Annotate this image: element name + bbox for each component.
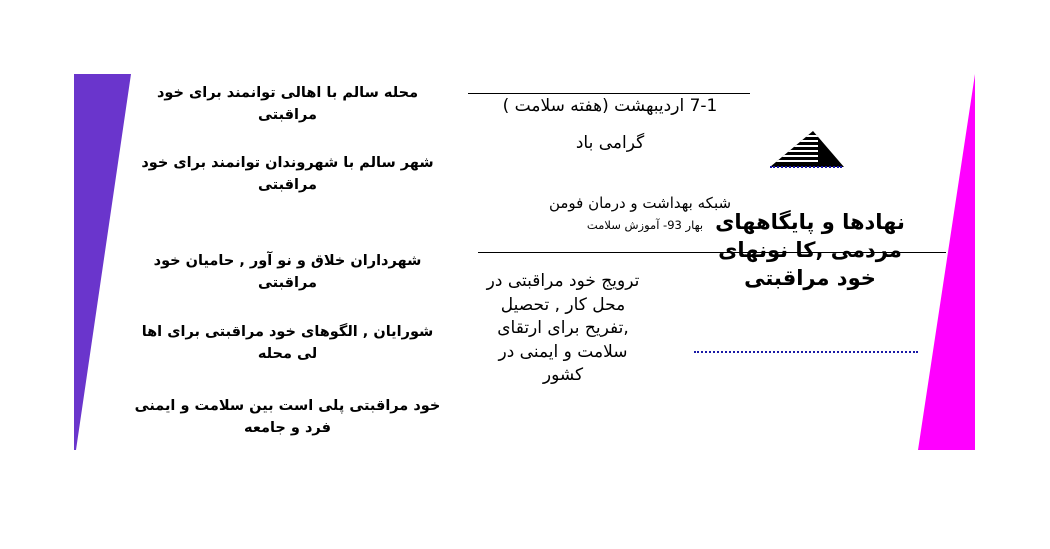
subtitle-text: بهار 93- آموزش سلامت (586, 218, 704, 232)
right-magenta-band (918, 74, 978, 452)
left-item-1: محله سالم با اهالی توانمند برای خود مراقبتی (156, 85, 419, 123)
organization-text: شبکه بهداشت و درمان فومن (548, 194, 732, 212)
right-title: نهادها و پایگاههای مردمی ,کا نونهای خود مراقبتی (715, 210, 905, 290)
top-divider (468, 93, 750, 94)
center-text: ترویج خود مراقبتی در محل کار , تحصیل ,تفریح برای ارتقای سلامت و ایمنی در کشور (486, 271, 640, 385)
left-item-3: شهرداران خلاق و نو آور , حامیان خود مراقبتی (153, 253, 422, 291)
logo-dotted-underline (770, 166, 842, 168)
left-purple-band (74, 74, 132, 452)
left-item-5: خود مراقبتی پلی است بین سلامت و ایمنی فرد و جامعه (134, 398, 441, 436)
left-item-2: شهر سالم با شهروندان توانمند برای خود مراقبتی (141, 155, 434, 193)
left-item-4: شورایان , الگوهای خود مراقبتی برای اها لی محله (141, 324, 434, 362)
right-title-dotted-underline (694, 351, 918, 353)
date-text: 7-1 اردیبهشت (هفته سلامت ) (502, 96, 718, 116)
striped-triangle-icon (768, 130, 846, 170)
greeting-text: گرامی باد (575, 133, 645, 153)
